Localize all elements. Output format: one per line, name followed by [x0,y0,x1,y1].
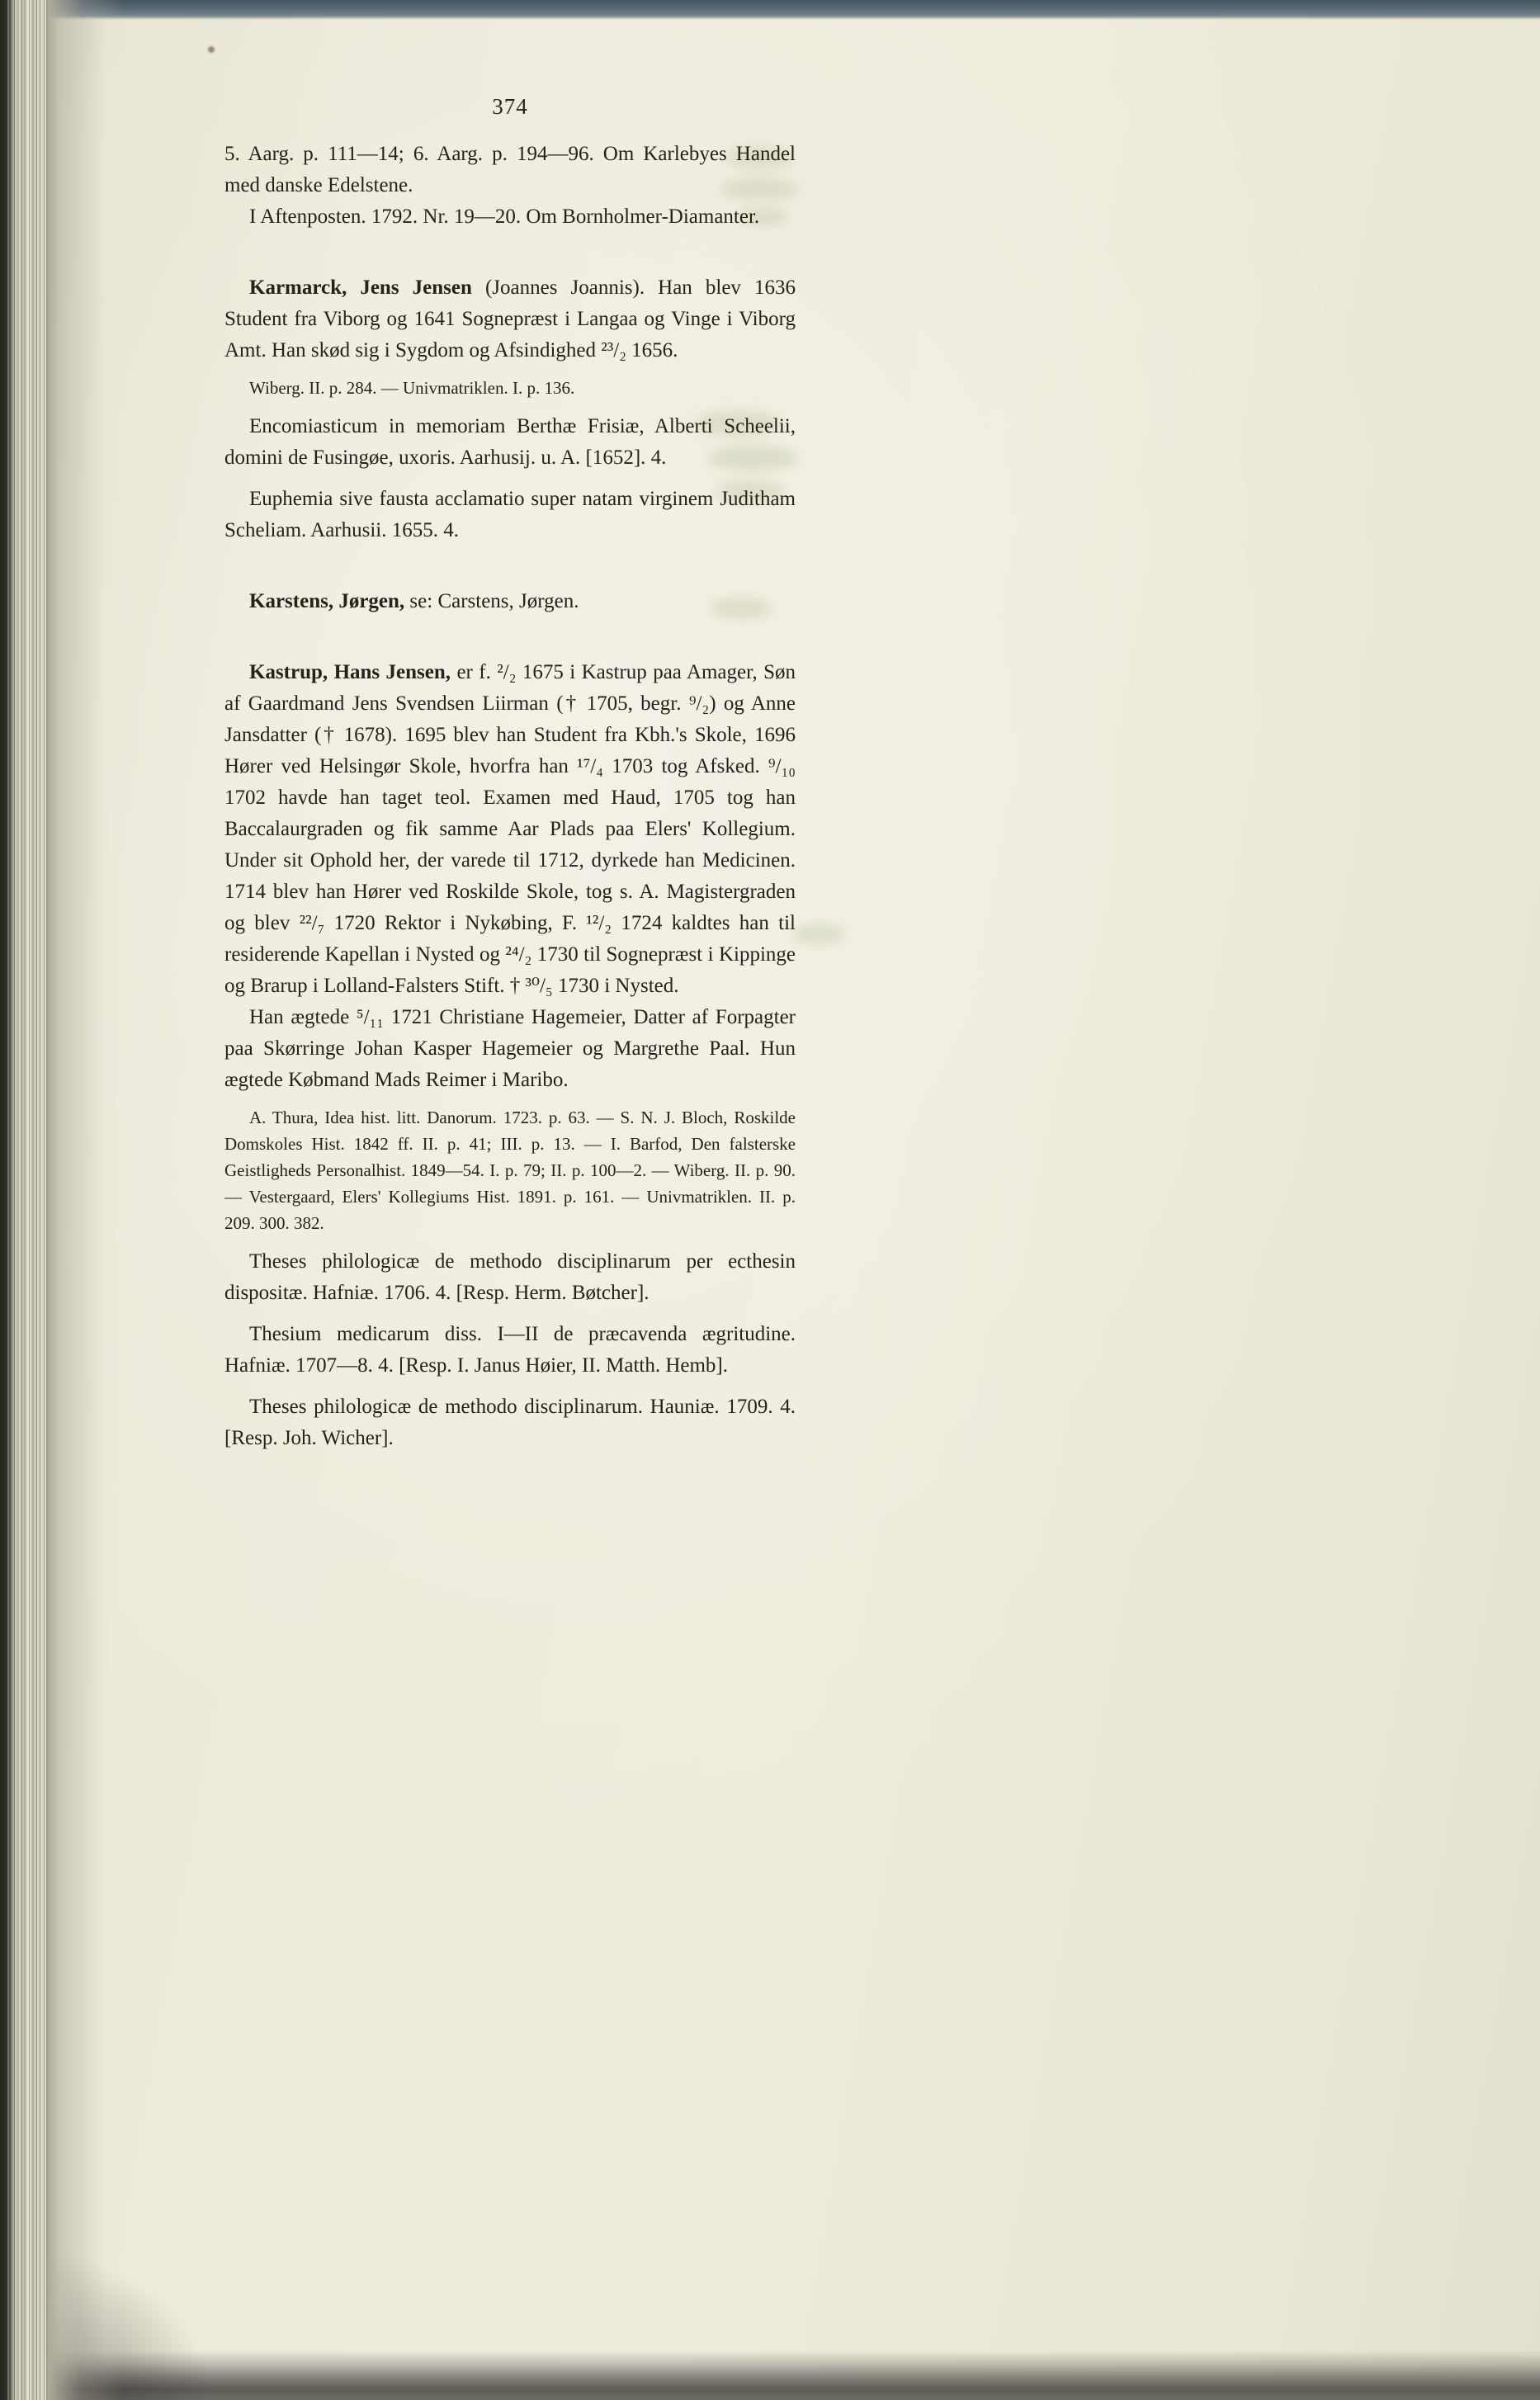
entry-karstens-text: se: Carstens, Jørgen. [404,590,579,612]
entry-kastrup [224,657,796,1002]
scan-top-edge [0,0,1540,20]
kastrup-work-2: Thesium medicarum diss. I—II de præcavenda ægritudine. Hafniæ. 1707—8. 4. [Resp. I. Janus Høier, II. Matth. Hemb]. [224,1323,796,1377]
karmarck-work-2: Euphemia sive fausta acclamatio super natam virginem Juditham Scheliam. Aarhusii. 1655. 4. [224,488,796,541]
entry-karmarck-text: (Joannes Joannis). Han blev 1636 Student fra Viborg og 1641 Sognepræst i Langaa og Vinge i Viborg Amt. Han skød sig i Sygdom og Afsindighed ²³/₂ 1656. [224,276,796,361]
scan-speck [208,46,215,53]
page-number: 374 [492,94,528,119]
paragraph-aftenposten: I Aftenposten. 1792. Nr. 19—20. Om Bornholmer-Diamanter. [249,206,760,228]
paragraph-karlebye-continuation: 5. Aarg. p. 111—14; 6. Aarg. p. 194—96. Om Karlebyes Handel med danske Edelstene. [224,143,796,196]
kastrup-family-paragraph: Han ægtede ⁵/₁₁ 1721 Christiane Hagemeier, Datter af Forpagter paa Skørringe Johan Kasper Hagemeier og Margrethe Paal. Hun ægtede Købmand Mads Reimer i Maribo. [224,1006,796,1091]
entry-karstens [224,586,796,617]
scan-bottom-edge [0,2350,1540,2400]
karmarck-references: Wiberg. II. p. 284. — Univmatriklen. I. p. 136. [249,378,575,398]
entry-kastrup-text: er f. ²/₂ 1675 i Kastrup paa Amager, Søn af Gaardmand Jens Svendsen Liirman († 1705, begr. ⁹/₂) og Anne Jansdatter († 1678). 1695 blev han Student fra Kbh.'s Skole, 1696 Hører ved Helsingør Skole, hvorfra han ¹⁷/₄ 1703 tog Afsked. ⁹/₁₀ 1702 havde han taget teol. Examen med Haud, 1705 tog han Baccalaurgraden og fik samme Aar Plads paa Elers' Kollegium. Under sit Ophold her, der varede til 1712, dyrkede han Medicinen. 1714 blev han Hører ved Roskilde Skole, tog s. A. Magistergraden og blev ²²/₇ 1720 Rektor i Nykøbing, F. ¹²/₂ 1724 kaldtes han til residerende Kapellan i Nysted og ²⁴/₂ 1730 til Sognepræst i Kippinge og Brarup i Lolland-Falsters Stift. † ³⁰/₅ 1730 i Nysted. [224,661,796,997]
entry-kastrup-name: Kastrup, Hans Jensen, [249,661,451,683]
book-binding-edge [0,0,124,2400]
entry-karstens-name: Karstens, Jørgen, [249,590,405,612]
kastrup-references: A. Thura, Idea hist. litt. Danorum. 1723. p. 63. — S. N. J. Bloch, Roskilde Domskoles Hist. 1842 ff. II. p. 41; III. p. 13. — I. Barfod, Den falsterske Geistligheds Personalhist. 1849—54. I. p. 79; II. p. 100—2. — Wiberg. II. p. 90. — Vestergaard, Elers' Kollegiums Hist. 1891. p. 161. — Univmatriklen. II. p. 209. 300. 382. [224,1108,796,1233]
kastrup-work-1: Theses philologicæ de methodo disciplinarum per ecthesin dispositæ. Hafniæ. 1706. 4. [Resp. Herm. Bøtcher]. [224,1250,796,1304]
kastrup-work-3: Theses philologicæ de methodo disciplinarum. Hauniæ. 1709. 4. [Resp. Joh. Wicher]. [224,1396,796,1449]
text-column [224,91,796,1454]
karmarck-work-1: Encomiasticum in memoriam Berthæ Frisiæ, Alberti Scheelii, domini de Fusingøe, uxoris. Aarhusij. u. A. [1652]. 4. [224,415,796,469]
entry-karmarck-name: Karmarck, Jens Jensen [249,276,472,299]
ink-bleed-spot [792,924,845,944]
entry-karmarck [224,272,796,366]
